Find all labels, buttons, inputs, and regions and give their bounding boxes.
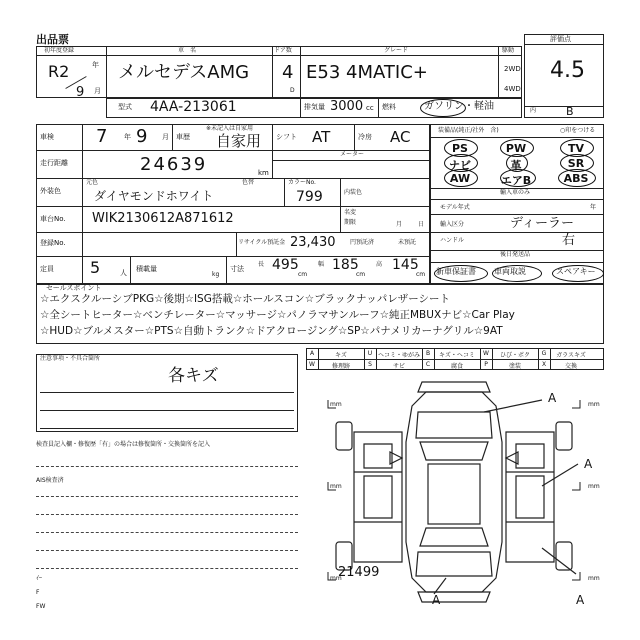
diagram-unit-2: mm xyxy=(330,483,342,490)
sales-label: セールスポイント xyxy=(46,284,102,292)
grade-value: E53 4MATIC+ xyxy=(306,62,428,83)
interior-color-label: 内装色 xyxy=(344,189,363,196)
ac-label: 冷房 xyxy=(358,133,372,141)
diagram-unit-5: mm xyxy=(588,483,600,490)
door-suffix: D xyxy=(290,87,295,94)
ac-value: AC xyxy=(390,128,411,146)
equip-ps: PS xyxy=(452,142,468,155)
legend-cell: 交換 xyxy=(564,363,577,370)
drive-option-4wd: 4WD xyxy=(504,85,521,93)
name-change-label: 名変 xyxy=(344,209,357,216)
usage-label: 車歴 xyxy=(176,133,190,141)
notes-value: 各キズ xyxy=(168,366,219,386)
notes-label: 注意事項・不具合箇所 xyxy=(40,355,101,362)
recycle-fee-label: リサイクル預託金 xyxy=(238,239,286,246)
dims-label: 寸法 xyxy=(230,265,244,273)
recycle-registered: 円預託済 xyxy=(350,239,375,246)
notes-box xyxy=(36,354,298,432)
displacement-label: 排気量 xyxy=(304,103,325,111)
grade-label: グレード xyxy=(384,47,409,54)
shaken-year: 7 xyxy=(96,126,108,147)
model-label: 型式 xyxy=(118,103,132,111)
later-item-warranty: 新車保証書 xyxy=(436,267,476,276)
shaken-year-label: 年 xyxy=(124,133,131,141)
car-name: メルセデスAMG xyxy=(118,62,250,83)
equip-aw-circle xyxy=(444,169,478,187)
diagram-unit-3: mm xyxy=(330,575,342,582)
drive-label: 駆動 xyxy=(502,47,515,54)
later-warranty-circle xyxy=(434,265,488,282)
width-unit: cm xyxy=(356,271,366,278)
load-unit: kg xyxy=(212,271,220,278)
equip-label: 装備品(純正/社外 含) xyxy=(438,127,499,134)
registration-label: 登録No. xyxy=(40,239,66,247)
sales-line-2: ☆全シートヒーター☆ベンチレーター☆マッサージ☆パノラマサンルーフ☆純正MBUXナビ☆Car Play xyxy=(40,309,515,321)
legend-cell: ヘコミ・ゆがみ xyxy=(377,352,420,359)
original-color-label: 元色 xyxy=(86,179,99,186)
shaken-month-label: 月 xyxy=(162,133,169,141)
handwritten-number: 21499 xyxy=(338,565,380,580)
equip-airbag-circle xyxy=(500,169,536,187)
legend-cell: キズ・ヘコミ xyxy=(439,352,475,359)
mileage-value: 24639 xyxy=(140,154,208,175)
legend-cell: S xyxy=(368,361,372,368)
ais-label: AIS検査済 xyxy=(36,477,64,484)
equip-navi: ナビ xyxy=(449,159,471,172)
recycle-fee-value: 23,430 xyxy=(290,235,336,250)
displacement-unit: cc xyxy=(366,104,374,112)
fuel-selected-circle xyxy=(420,99,466,117)
side-label-3: FW xyxy=(36,603,46,610)
legend-cell: 腐食 xyxy=(450,363,463,370)
score-value: 4.5 xyxy=(550,58,585,83)
capacity-label: 定員 xyxy=(40,265,54,273)
side-label-1: ｲｰ xyxy=(36,575,43,582)
equip-leather: 革 xyxy=(510,159,522,172)
model-year-unit: 年 xyxy=(590,204,597,211)
equip-pw: PW xyxy=(505,142,527,155)
legend-cell: G xyxy=(541,350,547,357)
shaken-label: 車検 xyxy=(40,133,54,141)
legend-cell: W xyxy=(483,350,489,357)
chassis-label: 車台No. xyxy=(40,215,66,223)
legend-cell: W xyxy=(309,361,315,368)
year-label: 年 xyxy=(92,61,99,69)
sales-line-3: ☆HUD☆ブルメスター☆PTS☆自動トランク☆ドアクロージング☆SP☆パナメリカーナグリル☆9AT xyxy=(40,325,503,337)
length-label: 長 xyxy=(258,261,265,268)
legend-cell: X xyxy=(541,361,547,368)
sales-line-1: ☆エクスクルーシブPKG☆後期☆ISG搭載☆ホールスコン☆ブラックナッパレザーシート xyxy=(40,293,451,305)
capacity-unit: 人 xyxy=(120,269,127,277)
color-code-label: カラーNo. xyxy=(288,179,316,186)
chassis-value: WIK2130612A871612 xyxy=(92,211,234,226)
page-title: 出品票 xyxy=(36,33,69,46)
door-label: ドア数 xyxy=(274,47,292,54)
diagram-unit-4: mm xyxy=(588,401,600,408)
recycle-unregistered: 未預託 xyxy=(398,239,417,246)
later-item-sparekey: スペアキー xyxy=(556,267,596,276)
legend-cell: C xyxy=(425,361,431,368)
diagram-unit-6: mm xyxy=(588,575,600,582)
legend-cell: U xyxy=(367,350,373,357)
height-value: 145 xyxy=(392,257,419,273)
equip-airbag: エアB xyxy=(500,174,532,187)
width-value: 185 xyxy=(332,257,359,273)
import-label: 輸入車のみ xyxy=(500,189,531,196)
color-code-value: 799 xyxy=(296,189,323,205)
damage-mark-3: A xyxy=(432,593,441,607)
shift-value: AT xyxy=(312,128,331,146)
legend-cell: 修理跡 xyxy=(331,363,350,370)
fuel-value: ガソリン・軽油 xyxy=(424,101,494,112)
damage-mark-2: A xyxy=(584,457,593,471)
legend-cell: サビ xyxy=(392,363,405,370)
inspector-label: 検査員記入欄・修復歴「有」の場合は修復箇所・交換箇所を記入 xyxy=(36,441,211,448)
equip-abs-circle xyxy=(558,169,596,187)
displacement-value: 3000 xyxy=(330,99,364,114)
color-change-label: 色替 xyxy=(242,179,255,186)
model-year-label: モデル年式 xyxy=(440,204,470,211)
equip-abs: ABS xyxy=(563,172,589,185)
usage-header: ※未記入は自家用 xyxy=(206,125,254,132)
import-category-label: 輸入区分 xyxy=(440,221,465,228)
later-sparekey-circle xyxy=(552,265,604,282)
deadline-day: 日 xyxy=(418,221,425,228)
legend-cell: キズ xyxy=(335,352,347,359)
interior-label: 内 xyxy=(530,107,537,114)
reg-label: 初年度登録 xyxy=(44,47,75,54)
score-label: 評価点 xyxy=(550,35,571,43)
mileage-label: 走行距離 xyxy=(40,159,68,167)
side-label-2: F xyxy=(36,589,40,596)
interior-score: B xyxy=(566,105,574,118)
equip-tv: TV xyxy=(567,142,585,155)
mileage-unit: km xyxy=(258,169,269,177)
shift-label: シフト xyxy=(276,133,297,141)
shaken-month: 9 xyxy=(136,126,148,147)
capacity-value: 5 xyxy=(90,258,101,277)
damage-mark-4: A xyxy=(576,593,585,607)
legend-cell: B xyxy=(425,350,431,357)
meter-label: メーター xyxy=(340,151,365,158)
later-items-label: 後日発送品 xyxy=(500,251,531,258)
equip-sr: SR xyxy=(567,157,585,170)
height-label: 高 xyxy=(376,261,383,268)
handle-value: 右 xyxy=(562,233,576,248)
load-label: 積載量 xyxy=(136,265,157,273)
import-category-value: ディーラー xyxy=(510,216,574,231)
usage-value: 自家用 xyxy=(216,132,262,150)
handle-label: ハンドル xyxy=(440,237,465,244)
damage-mark-1: A xyxy=(548,391,557,405)
reg-era: R2 xyxy=(48,62,70,81)
deadline-month: 月 xyxy=(396,221,403,228)
legend-cell: 塗装 xyxy=(508,363,521,370)
fuel-label: 燃料 xyxy=(382,103,396,111)
car-name-label: 車 名 xyxy=(178,47,197,54)
legend-cell: A xyxy=(309,350,315,357)
model-value: 4AA-213061 xyxy=(150,99,237,115)
width-label: 幅 xyxy=(318,261,325,268)
month-label: 月 xyxy=(94,87,101,95)
length-unit: cm xyxy=(298,271,308,278)
height-unit: cm xyxy=(416,271,426,278)
deadline-label: 期限 xyxy=(344,219,357,226)
door-count: 4 xyxy=(282,62,294,83)
equip-note: ○印をつける xyxy=(560,127,596,134)
color-value: ダイヤモンドホワイト xyxy=(94,189,214,203)
length-value: 495 xyxy=(272,257,299,273)
color-label: 外装色 xyxy=(40,187,61,195)
later-manual-circle xyxy=(492,265,542,282)
legend-cell: ガラスキズ xyxy=(556,352,586,359)
later-item-manual: 車両取説 xyxy=(494,267,526,276)
diagram-unit-1: mm xyxy=(330,401,342,408)
drive-option-2wd: 2WD xyxy=(504,65,521,73)
reg-month: 9 xyxy=(76,85,85,100)
legend-cell: P xyxy=(484,361,488,368)
legend-cell: ひび・ボク xyxy=(499,352,530,359)
equip-aw: AW xyxy=(449,172,471,185)
